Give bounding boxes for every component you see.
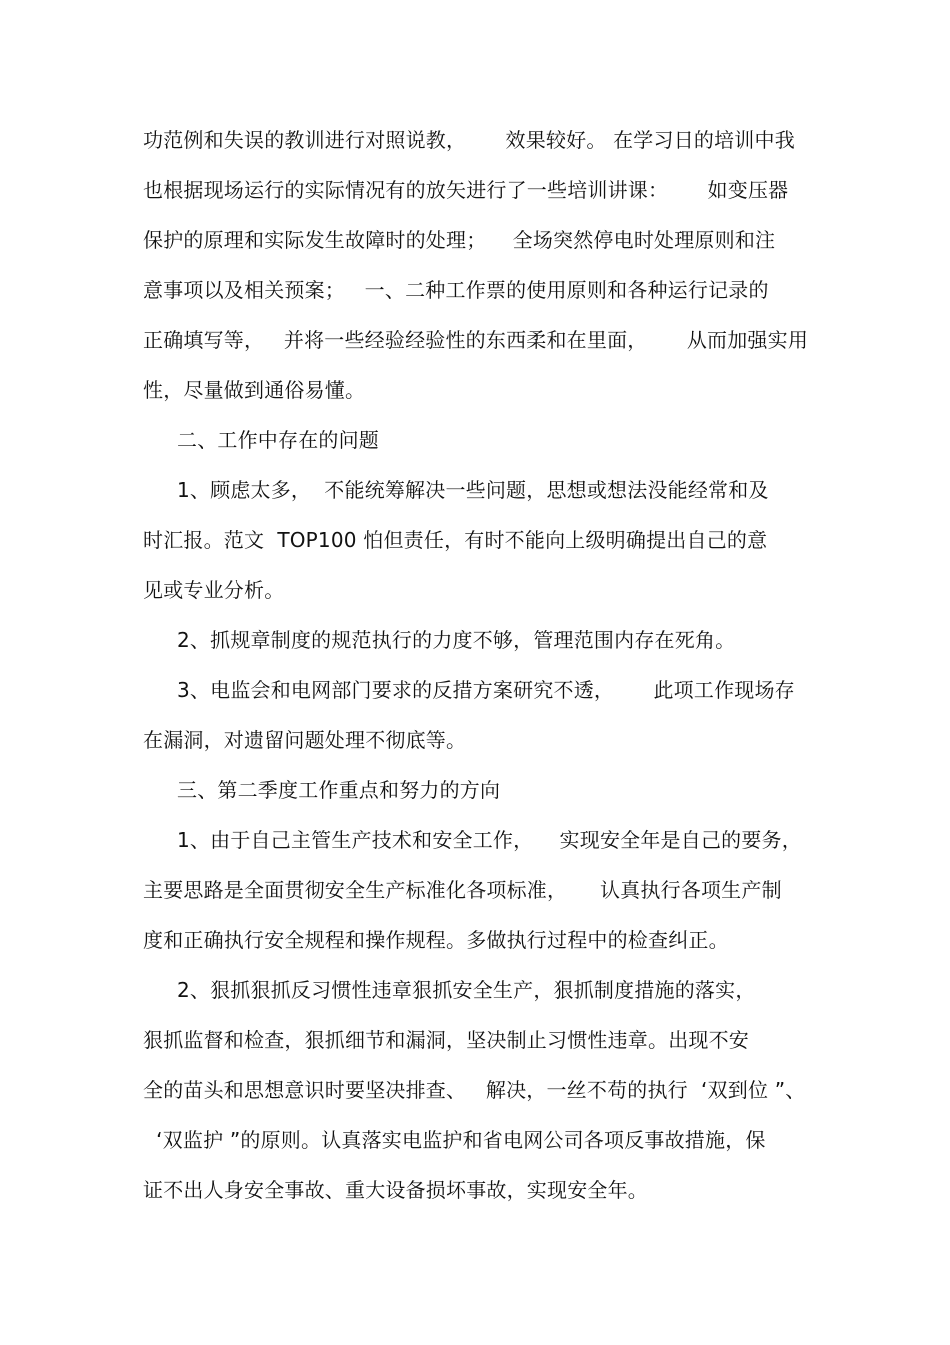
text-line: 主要思路是全面贯彻安全生产标准化各项标准， 认真执行各项生产制 [143, 878, 782, 902]
text-line: 狠抓监督和检查，狠抓细节和漏洞，坚决制止习惯性违章。出现不安 [143, 1028, 749, 1052]
text-line: 全的苗头和思想意识时要坚决排查、 解决，一丝不苟的执行 ‘双到位 ”、 [143, 1078, 806, 1102]
text-line: 1、由于自己主管生产技术和安全工作， 实现安全年是自己的要务， [177, 828, 802, 852]
text-line: 性，尽量做到通俗易懂。 [143, 378, 366, 402]
text-line: 2、狠抓狠抓反习惯性违章狠抓安全生产，狠抓制度措施的落实， [177, 978, 756, 1002]
section-heading: 三、第二季度工作重点和努力的方向 [177, 778, 501, 802]
text-line: 正确填写等， 并将一些经验经验性的东西柔和在里面， 从而加强实用 [143, 328, 809, 352]
text-line: 2、抓规章制度的规范执行的力度不够，管理范围内存在死角。 [177, 628, 736, 652]
text-line: 意事项以及相关预案； 一、二种工作票的使用原则和各种运行记录的 [143, 278, 769, 302]
text-line: 功范例和失误的教训进行对照说教， 效果较好。 在学习日的培训中我 [143, 128, 795, 152]
text-line: 1、顾虑太多， 不能统筹解决一些问题，思想或想法没能经常和及 [177, 478, 769, 502]
text-line: 证不出人身安全事故、重大设备损坏事故，实现安全年。 [143, 1178, 648, 1202]
text-line: 3、电监会和电网部门要求的反措方案研究不透， 此项工作现场存 [177, 678, 795, 702]
section-heading: 二、工作中存在的问题 [177, 428, 379, 452]
text-line: 度和正确执行安全规程和操作规程。多做执行过程中的检查纠正。 [143, 928, 729, 952]
text-line: 保护的原理和实际发生故障时的处理； 全场突然停电时处理原则和注 [143, 228, 776, 252]
text-line: 时汇报。范文 TOP100 怕但责任，有时不能向上级明确提出自己的意 [143, 528, 768, 552]
text-line: 也根据现场运行的实际情况有的放矢进行了一些培训讲课： 如变压器 [143, 178, 789, 202]
text-line: 见或专业分析。 [143, 578, 285, 602]
text-line: ‘双监护 ”的原则。认真落实电监护和省电网公司各项反事故措施，保 [143, 1128, 766, 1152]
text-line: 在漏洞，对遗留问题处理不彻底等。 [143, 728, 467, 752]
